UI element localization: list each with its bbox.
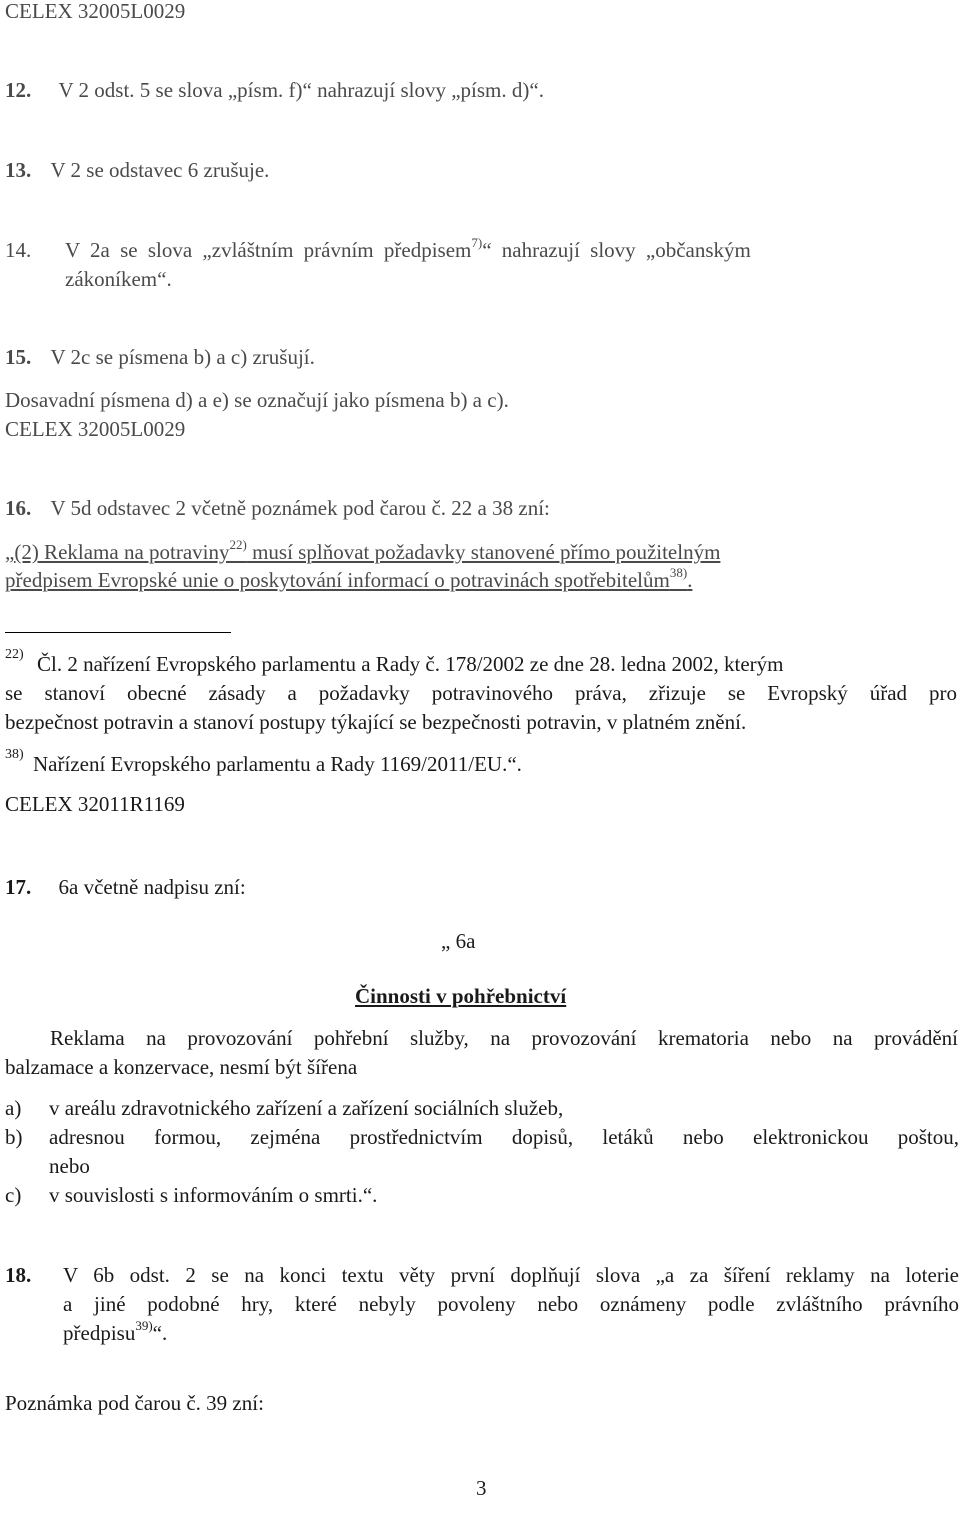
footnote-38-mark: 38) <box>5 747 24 762</box>
footnote-separator <box>5 632 231 633</box>
note-39-intro: Poznámka pod čarou č. 39 zní: <box>5 1391 264 1415</box>
item-15-celex: CELEX 32005L0029 <box>5 417 186 441</box>
item-16-para-line1 <box>5 538 720 567</box>
item-15-text: V 2c se písmena b) a c) zrušují. <box>50 345 315 369</box>
item-16-ref-38: 38) <box>669 565 688 580</box>
item-18-line3-a: předpisu <box>63 1321 136 1345</box>
item-12 <box>5 76 544 105</box>
item-17-para-line2: balzamace a konzervace, nesmí být šířena <box>5 1055 358 1079</box>
list-item-a: v areálu zdravotnického zařízení a zařízení sociálních služeb, <box>49 1096 564 1120</box>
page-number: 3 <box>476 1476 487 1500</box>
item-16-para-line1-a: „(2) Reklama na potraviny <box>5 540 230 564</box>
list-marker-a: a) <box>5 1096 22 1120</box>
item-18-number: 18. <box>5 1263 32 1287</box>
footnote-22-mark: 22) <box>5 647 24 662</box>
item-12-text: V 2 odst. 5 se slova „písm. f)“ nahrazují slovy „písm. d)“. <box>58 78 544 102</box>
list-marker-c: c) <box>5 1183 22 1207</box>
item-15-number: 15. <box>5 345 32 369</box>
item-18-line2: a jiné podobné hry, které nebyly povoleny nebo oznámeny podle zvláštního právního <box>63 1292 959 1316</box>
item-16-para-line2-b: . <box>687 568 693 592</box>
footnote-38-text: Nařízení Evropského parlamentu a Rady 1169/2011/EU.“. <box>33 752 522 776</box>
list-marker-b: b) <box>5 1125 23 1149</box>
item-17-text: 6a včetně nadpisu zní: <box>58 875 246 899</box>
item-13-number: 13. <box>5 158 32 182</box>
item-16-text: V 5d odstavec 2 včetně poznámek pod čarou č. 22 a 38 zní: <box>50 496 550 520</box>
item-18-ref-39: 39) <box>135 1318 153 1333</box>
footnote-22-line3: bezpečnost potravin a stanoví postupy týkající se bezpečnosti potravin, v platném znění. <box>5 710 747 734</box>
item-17 <box>5 873 246 902</box>
footnote-22-line2: se stanoví obecné zásady a požadavky potravinového práva, zřizuje se Evropský úřad pro <box>5 681 957 705</box>
item-15 <box>5 343 315 372</box>
item-16-para-line2 <box>5 566 692 595</box>
section-6a-heading: Činnosti v pohřebnictví <box>355 984 567 1008</box>
item-16-ref-22: 22) <box>229 537 247 552</box>
item-18-line3-b: “. <box>152 1321 168 1345</box>
footnote-22-line1: Čl. 2 nařízení Evropského parlamentu a Rady č. 178/2002 ze dne 28. ledna 2002, kterým <box>37 652 784 676</box>
item-15-line2: Dosavadní písmena d) a e) se označují jako písmena b) a c). <box>5 388 509 412</box>
item-13 <box>5 156 269 185</box>
list-item-b-line1: adresnou formou, zejména prostřednictvím dopisů, letáků nebo elektronickou poštou, <box>49 1125 959 1149</box>
section-6a-label: „ 6a <box>441 929 476 953</box>
item-18-line3 <box>63 1319 167 1348</box>
item-12-number: 12. <box>5 78 32 102</box>
item-17-number: 17. <box>5 875 32 899</box>
item-14-number: 14. <box>5 238 32 262</box>
item-16-number: 16. <box>5 496 32 520</box>
footnote-celex: CELEX 32011R1169 <box>5 792 185 816</box>
item-14-line1-b: “ nahrazují slovy „občanským <box>482 238 751 262</box>
item-18-line1: V 6b odst. 2 se na konci textu věty první doplňují slova „a za šíření reklamy na loterie <box>63 1263 959 1287</box>
item-17-para-line1: Reklama na provozování pohřební služby, na provozování krematoria nebo na provádění <box>50 1026 958 1050</box>
item-14-footnote-ref: 7) <box>471 235 483 250</box>
item-13-text: V 2 se odstavec 6 zrušuje. <box>50 158 270 182</box>
list-item-c: v souvislosti s informováním o smrti.“. <box>49 1183 378 1207</box>
item-14-line2: zákoníkem“. <box>65 267 172 291</box>
item-16-para-line1-b: musí splňovat požadavky stanovené přímo použitelným <box>246 540 721 564</box>
celex-header: CELEX 32005L0029 <box>5 0 186 23</box>
list-item-b-line2: nebo <box>49 1154 90 1178</box>
item-16-para-line2-a: předpisem Evropské unie o poskytování informací o potravinách spotřebitelům <box>5 568 670 592</box>
item-16 <box>5 494 550 523</box>
item-14-line1-a: V 2a se slova „zvláštním právním předpisem <box>65 238 472 262</box>
item-14-line1 <box>65 236 751 265</box>
